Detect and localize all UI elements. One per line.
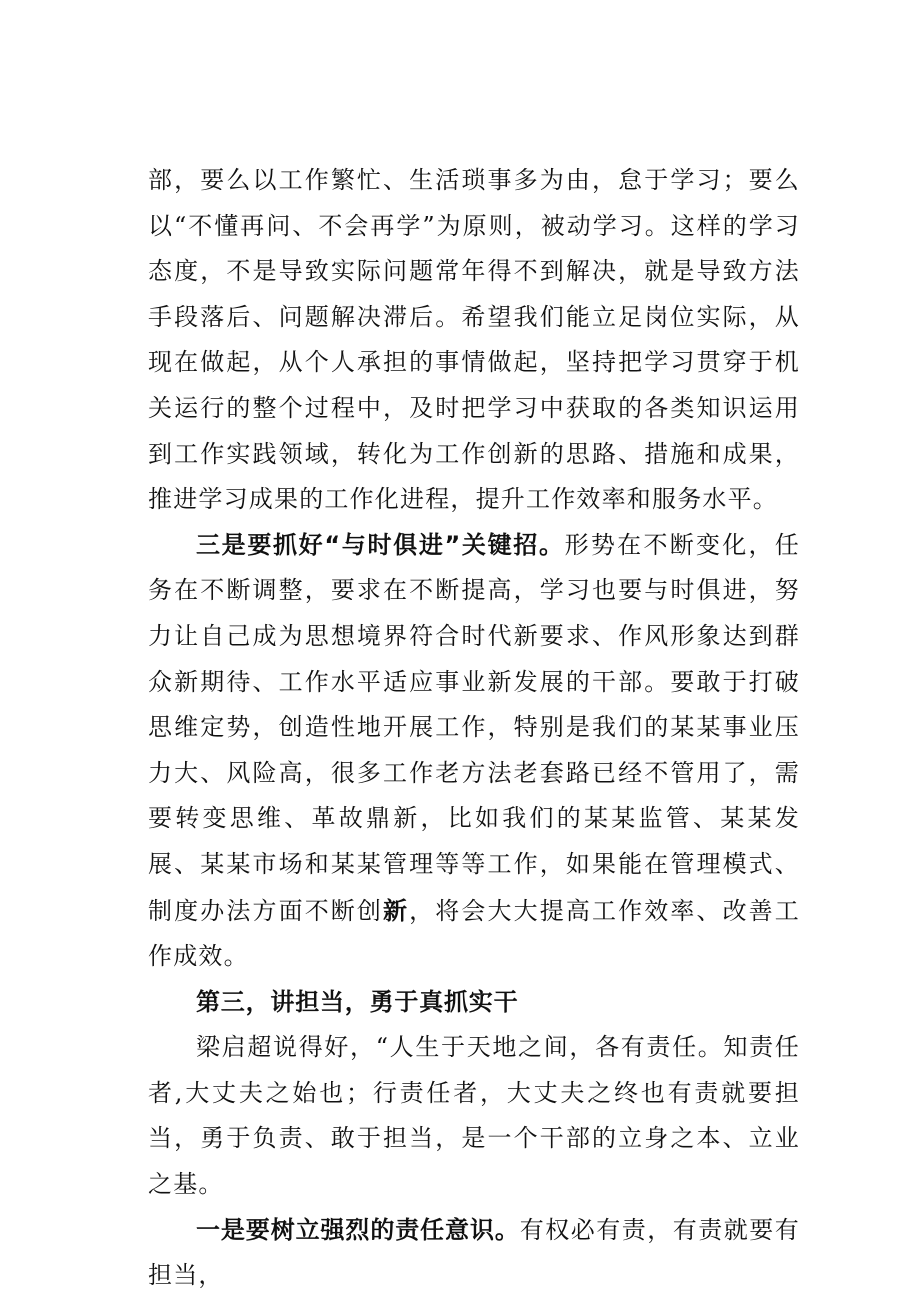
paragraph-text: 有权必有责，有责就要有担当， bbox=[148, 1215, 800, 1290]
paragraph-text: 形势在不断变化，任务在不断调整，要求在不断提高，学习也要与时俱进，努力让自己成为思想境界符合时代新要求、作风形象达到群众新期待、工作水平适应事业新发展的干部。要敢于打破思维定势，创造性地开展工作，特别是我们的某某事业压力大、风险高，很多工作老方法老套路已经不管用了，需要转变思维、革故鼎新，比如我们的某某监管、某某发展、某某市场和某某管理等等工作，如果能在管理模式、制度办法方面不断创 bbox=[148, 530, 800, 925]
paragraph-text: 部，要么以工作繁忙、生活琐事多为由，怠于学习；要么以“不懂再问、不会再学”为原则，被动学习。这样的学习态度，不是导致实际问题常年得不到解决，就是导致方法手段落后、问题解决滞后。希望我们能立足岗位实际，从现在做起，从个人承担的事情做起，坚持把学习贯穿于机关运行的整个过程中，及时把学习中获取的各类知识运用到工作实践领域，转化为工作创新的思路、措施和成果，推进学习成果的工作化进程，提升工作效率和服务水平。 bbox=[148, 166, 800, 514]
body-paragraph-1 bbox=[148, 158, 800, 523]
paragraph-text: 梁启超说得好，“人生于天地之间，各有责任。知责任者,大丈夫之始也；行责任者，大丈夫之终也有责就要担当，勇于负责、敢于担当，是一个干部的立身之本、立业之基。 bbox=[148, 1033, 800, 1199]
body-paragraph-3 bbox=[148, 1025, 800, 1207]
paragraph-lead-heading: 三是要抓好“与时俱进”关键招。 bbox=[196, 530, 565, 559]
body-paragraph-4 bbox=[148, 1208, 800, 1299]
document-page bbox=[148, 158, 800, 1299]
body-paragraph-2 bbox=[148, 523, 800, 980]
bold-character: 新 bbox=[383, 895, 410, 925]
section-heading: 第三，讲担当，勇于真抓实干 bbox=[196, 987, 519, 1016]
paragraph-text-end: ，将会大大提高工作效率、改善工作成效。 bbox=[148, 896, 800, 971]
paragraph-lead-heading: 一是要树立强烈的责任意识。 bbox=[196, 1215, 520, 1244]
